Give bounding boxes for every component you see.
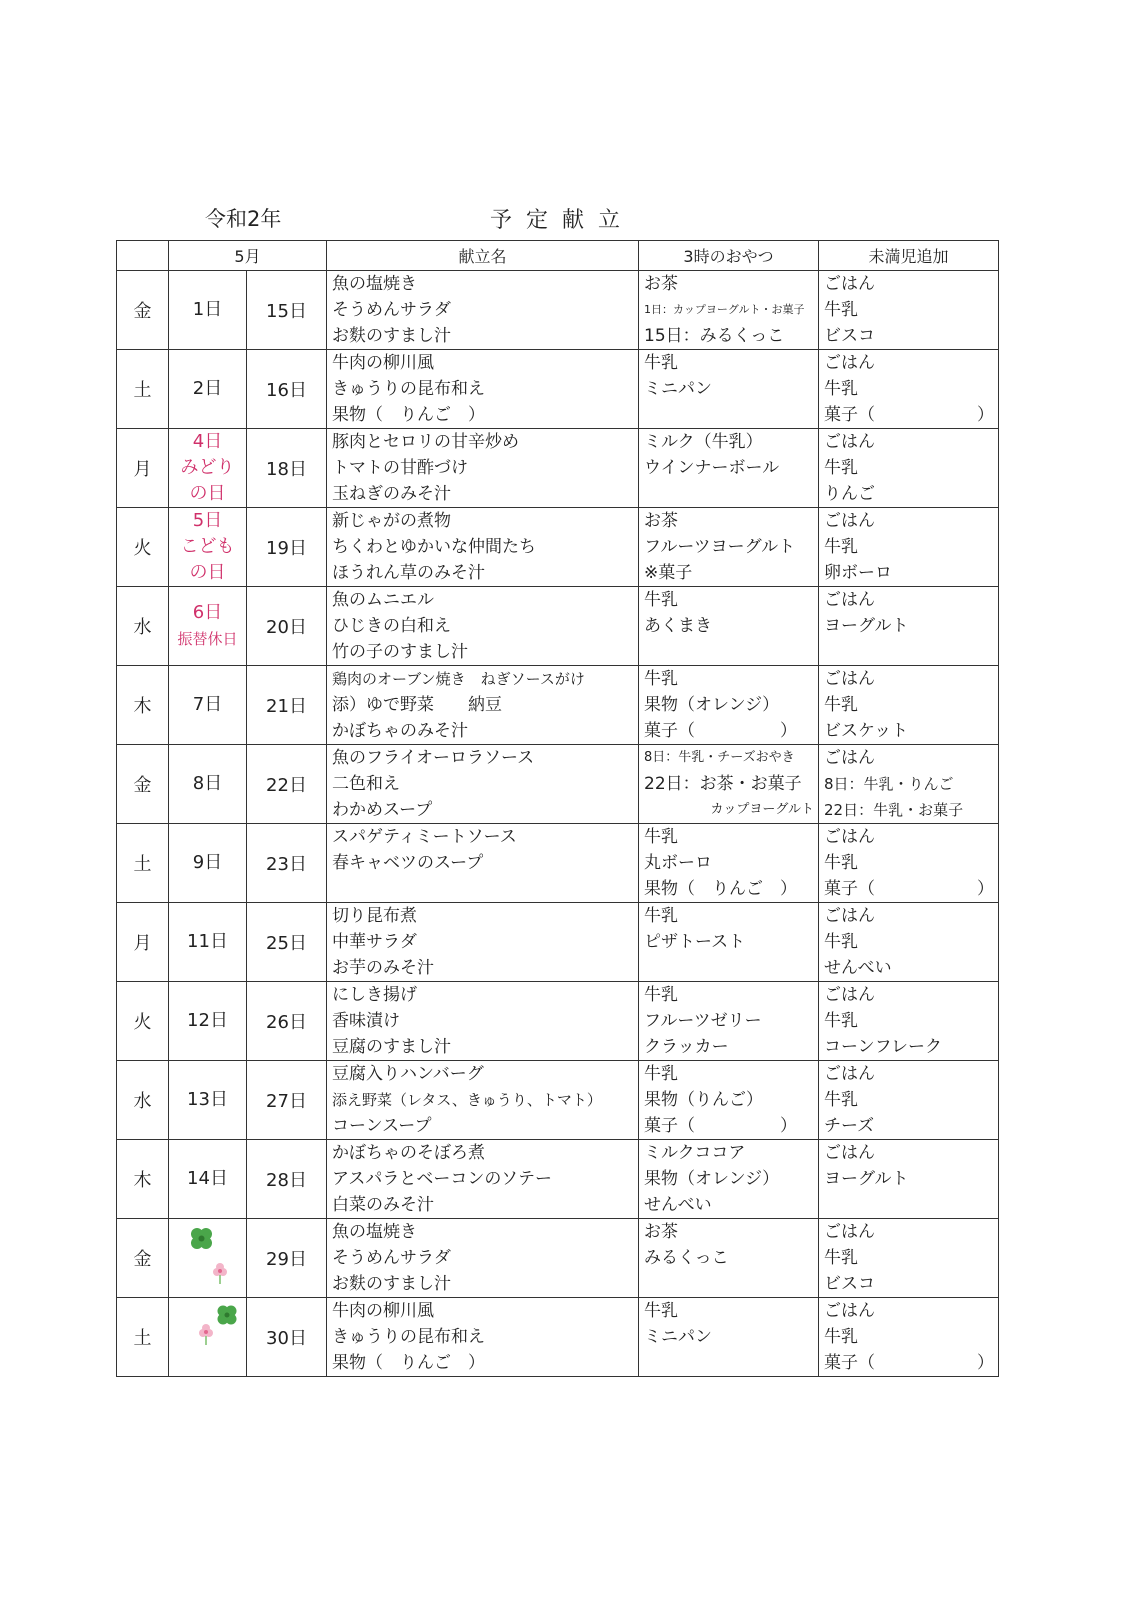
snack-cell: [639, 982, 819, 1061]
date-cell-primary: [169, 1140, 247, 1219]
menu-line: お麩のすまし汁: [332, 326, 451, 346]
weekday-cell: 土: [117, 1298, 169, 1377]
snack-cell: [639, 429, 819, 508]
date-cell-secondary: 28日: [247, 1140, 327, 1219]
snack-line: 果物（ りんご ）: [644, 879, 797, 899]
table-row: [117, 271, 999, 350]
menu-line: 豚肉とセロリの甘辛炒め: [332, 432, 519, 452]
snack-cell: [639, 587, 819, 666]
menu-line: 牛肉の柳川風: [332, 353, 434, 373]
extra-line: 牛乳: [824, 379, 858, 399]
snack-line: 牛乳: [644, 827, 678, 847]
extra-cell: [819, 982, 999, 1061]
snack-line: ウインナーボール: [644, 458, 780, 478]
snack-line: 果物（オレンジ）: [644, 1169, 780, 1189]
snack-cell: [639, 508, 819, 587]
weekday-header: [117, 241, 169, 271]
date-cell-primary: [169, 1061, 247, 1140]
snack-line: ミルクココア: [644, 1143, 746, 1163]
snack-line: [644, 1350, 814, 1376]
date-label: 4日: [192, 431, 223, 452]
menu-line: [332, 876, 634, 902]
extra-cell: [819, 1298, 999, 1377]
extra-cell: [819, 824, 999, 903]
extra-line: ビスコ: [824, 1274, 875, 1294]
holiday-label: の日: [189, 483, 226, 504]
date-cell-secondary: 26日: [247, 982, 327, 1061]
extra-line: チーズ: [824, 1116, 875, 1136]
extra-line: 牛乳: [824, 1248, 858, 1268]
snack-line: 果物（オレンジ）: [644, 695, 780, 715]
extra-cell: [819, 429, 999, 508]
weekday-cell: 金: [117, 271, 169, 350]
snack-cell: [639, 1061, 819, 1140]
menu-line: ちくわとゆかいな仲間たち: [332, 537, 536, 557]
snack-line: お茶: [644, 274, 678, 294]
date-cell-primary: [169, 745, 247, 824]
date-label: 1日: [192, 299, 223, 320]
table-row: [117, 1140, 999, 1219]
date-cell-secondary: 29日: [247, 1219, 327, 1298]
weekday-cell: 木: [117, 666, 169, 745]
date-cell-secondary: 22日: [247, 745, 327, 824]
snack-line: ミニパン: [644, 379, 712, 399]
weekday-cell: 月: [117, 903, 169, 982]
date-label: 6日: [192, 602, 223, 623]
menu-line: 果物（ りんご ）: [332, 405, 485, 425]
clover-flower-illustration: [173, 1299, 243, 1369]
menu-line: 春キャベツのスープ: [332, 853, 484, 873]
menu-cell: [327, 587, 639, 666]
menu-cell: [327, 745, 639, 824]
menu-line: アスパラとベーコンのソテー: [332, 1169, 552, 1189]
snack-line: 牛乳: [644, 590, 678, 610]
snack-line: 菓子（ ）: [644, 721, 797, 741]
date-cell-primary: [169, 1219, 247, 1298]
extra-line: 22日：牛乳・お菓子: [824, 801, 964, 819]
extra-line: ヨーグルト: [824, 616, 909, 636]
table-row: [117, 587, 999, 666]
extra-cell: [819, 350, 999, 429]
extra-line: 牛乳: [824, 1327, 858, 1347]
snack-line: 牛乳: [644, 1064, 678, 1084]
date-cell-primary: [169, 350, 247, 429]
snack-line: ミニパン: [644, 1327, 712, 1347]
snack-line: ※菓子: [644, 563, 693, 583]
snack-line: 牛乳: [644, 985, 678, 1005]
weekday-cell: 火: [117, 982, 169, 1061]
decoration: [169, 1299, 246, 1376]
decoration: [169, 1220, 246, 1297]
menu-line: 玉ねぎのみそ汁: [332, 484, 451, 504]
date-cell-primary: [169, 982, 247, 1061]
table-row: [117, 903, 999, 982]
extra-cell: [819, 271, 999, 350]
extra-line: ごはん: [824, 511, 875, 531]
weekday-cell: 金: [117, 745, 169, 824]
menu-line: 中華サラダ: [332, 932, 417, 952]
date-cell-primary: [169, 508, 247, 587]
extra-line: せんべい: [824, 958, 892, 978]
weekday-cell: 木: [117, 1140, 169, 1219]
snack-line: 1日：カップヨーグルト・お菓子: [644, 303, 805, 316]
holiday-label: こども: [180, 536, 235, 557]
snack-line: [644, 639, 814, 665]
menu-line: 白菜のみそ汁: [332, 1195, 434, 1215]
holiday-label: みどり: [180, 457, 235, 478]
extra-line: ごはん: [824, 274, 875, 294]
date-cell-secondary: 20日: [247, 587, 327, 666]
snack-line: [644, 481, 814, 507]
snack-cell: [639, 1140, 819, 1219]
extra-line: ごはん: [824, 353, 875, 373]
date-cell-secondary: 16日: [247, 350, 327, 429]
menu-cell: [327, 982, 639, 1061]
extra-line: ごはん: [824, 1301, 875, 1321]
menu-cell: [327, 271, 639, 350]
holiday-label: 振替休日: [177, 630, 238, 648]
extra-line: ごはん: [824, 827, 875, 847]
menu-line: きゅうりの昆布和え: [332, 379, 485, 399]
date-label: 9日: [192, 852, 223, 873]
month-header: 5月: [169, 241, 327, 271]
menu-cell: [327, 1140, 639, 1219]
menu-line: コーンスープ: [332, 1116, 432, 1136]
date-cell-secondary: 21日: [247, 666, 327, 745]
extra-cell: [819, 587, 999, 666]
date-cell-secondary: 30日: [247, 1298, 327, 1377]
date-cell-primary: [169, 666, 247, 745]
menu-header: 献立名: [327, 241, 639, 271]
page-title: 予定献立: [490, 208, 635, 233]
extra-cell: [819, 1219, 999, 1298]
snack-line: 果物（りんご）: [644, 1090, 763, 1110]
menu-line: 豆腐入りハンバーグ: [332, 1064, 484, 1084]
weekday-cell: 金: [117, 1219, 169, 1298]
snack-line: みるくっこ: [644, 1248, 729, 1268]
menu-line: 香味漬け: [332, 1011, 400, 1031]
menu-line: 魚の塩焼き: [332, 1222, 417, 1242]
snack-line: ミルク（牛乳）: [644, 432, 763, 452]
table-row: [117, 429, 999, 508]
table-row: [117, 1061, 999, 1140]
extra-line: りんご: [824, 484, 875, 504]
snack-line: 15日：みるくっこ: [644, 326, 785, 346]
table-row: [117, 508, 999, 587]
extra-line: 牛乳: [824, 300, 858, 320]
extra-line: ごはん: [824, 1222, 875, 1242]
date-cell-secondary: 23日: [247, 824, 327, 903]
menu-line: 魚のムニエル: [332, 590, 434, 610]
extra-line: 菓子（ ）: [824, 1353, 994, 1373]
menu-line: スパゲティミートソース: [332, 827, 517, 847]
snack-line: 牛乳: [644, 906, 678, 926]
extra-line: 8日：牛乳・りんご: [824, 775, 954, 793]
table-row: [117, 350, 999, 429]
menu-line: ひじきの白和え: [332, 616, 451, 636]
menu-line: 新じゃがの煮物: [332, 511, 451, 531]
date-label: 2日: [192, 378, 223, 399]
date-cell-secondary: 18日: [247, 429, 327, 508]
date-cell-secondary: 27日: [247, 1061, 327, 1140]
date-cell-primary: [169, 903, 247, 982]
extra-cell: [819, 508, 999, 587]
menu-line: 竹の子のすまし汁: [332, 642, 468, 662]
snack-line: [644, 402, 814, 428]
snack-line: 牛乳: [644, 669, 678, 689]
extra-line: ヨーグルト: [824, 1169, 909, 1189]
snack-cell: [639, 350, 819, 429]
table-row: [117, 982, 999, 1061]
menu-line: きゅうりの昆布和え: [332, 1327, 485, 1347]
extra-line: ごはん: [824, 590, 875, 610]
snack-cell: [639, 745, 819, 824]
menu-line: 添え野菜（レタス、きゅうり、トマト）: [332, 1091, 602, 1109]
menu-cell: [327, 508, 639, 587]
date-cell-primary: [169, 271, 247, 350]
menu-line: ほうれん草のみそ汁: [332, 563, 485, 583]
extra-header: 未満児追加: [819, 241, 999, 271]
extra-cell: [819, 1140, 999, 1219]
snack-line: 8日：牛乳・チーズおやき: [644, 750, 795, 765]
extra-line: 牛乳: [824, 1090, 858, 1110]
extra-line: 牛乳: [824, 695, 858, 715]
snack-line: 牛乳: [644, 1301, 678, 1321]
menu-line: 二色和え: [332, 774, 400, 794]
extra-line: ごはん: [824, 1064, 875, 1084]
menu-line: お芋のみそ汁: [332, 958, 434, 978]
snack-cell: [639, 1219, 819, 1298]
snack-line: カップヨーグルト: [710, 802, 814, 817]
snack-line: 菓子（ ）: [644, 1116, 797, 1136]
extra-line: ごはん: [824, 906, 875, 926]
menu-line: 切り昆布煮: [332, 906, 417, 926]
snack-line: お茶: [644, 1222, 678, 1242]
snack-line: 22日：お茶・お菓子: [644, 774, 802, 794]
date-cell-primary: [169, 429, 247, 508]
table-header-row: [117, 241, 999, 271]
extra-cell: [819, 903, 999, 982]
era-label: 令和2年: [205, 207, 282, 231]
date-cell-secondary: 25日: [247, 903, 327, 982]
menu-table: [116, 240, 999, 1377]
menu-cell: [327, 1061, 639, 1140]
extra-line: ごはん: [824, 1143, 875, 1163]
snack-cell: [639, 666, 819, 745]
extra-cell: [819, 745, 999, 824]
extra-line: 牛乳: [824, 853, 858, 873]
date-label: 14日: [187, 1168, 228, 1189]
snack-line: クラッカー: [644, 1037, 729, 1057]
weekday-cell: 水: [117, 587, 169, 666]
menu-line: トマトの甘酢づけ: [332, 458, 468, 478]
extra-cell: [819, 666, 999, 745]
weekday-cell: 土: [117, 824, 169, 903]
menu-cell: [327, 1298, 639, 1377]
extra-line: コーンフレーク: [824, 1037, 942, 1057]
menu-cell: [327, 903, 639, 982]
snack-line: 牛乳: [644, 353, 678, 373]
menu-line: 魚のフライオーロラソース: [332, 748, 535, 768]
extra-line: 菓子（ ）: [824, 879, 994, 899]
weekday-cell: 火: [117, 508, 169, 587]
extra-line: [824, 639, 994, 665]
menu-cell: [327, 429, 639, 508]
snack-line: お茶: [644, 511, 678, 531]
weekday-cell: 水: [117, 1061, 169, 1140]
date-cell-primary: [169, 1298, 247, 1377]
date-cell-primary: [169, 587, 247, 666]
extra-line: 牛乳: [824, 458, 858, 478]
table-row: [117, 1219, 999, 1298]
menu-cell: [327, 666, 639, 745]
menu-line: そうめんサラダ: [332, 1248, 451, 1268]
table-row: [117, 666, 999, 745]
menu-line: 豆腐のすまし汁: [332, 1037, 451, 1057]
table-row: [117, 1298, 999, 1377]
extra-line: 卵ボーロ: [824, 563, 892, 583]
menu-line: 魚の塩焼き: [332, 274, 417, 294]
extra-line: ごはん: [824, 748, 875, 768]
extra-line: 牛乳: [824, 1011, 858, 1031]
menu-line: かぼちゃのみそ汁: [332, 721, 468, 741]
snack-line: フルーツゼリー: [644, 1011, 762, 1031]
menu-cell: [327, 350, 639, 429]
snack-cell: [639, 1298, 819, 1377]
extra-cell: [819, 1061, 999, 1140]
table-row: [117, 824, 999, 903]
date-label: 5日: [192, 510, 223, 531]
extra-line: 牛乳: [824, 537, 858, 557]
menu-line: 添）ゆで野菜 納豆: [332, 695, 502, 715]
menu-cell: [327, 824, 639, 903]
extra-line: ごはん: [824, 669, 875, 689]
holiday-label: の日: [189, 562, 226, 583]
extra-line: [824, 1192, 994, 1218]
extra-line: ビスコ: [824, 326, 875, 346]
menu-line: そうめんサラダ: [332, 300, 451, 320]
snack-line: [644, 955, 814, 981]
menu-line: お麩のすまし汁: [332, 1274, 451, 1294]
menu-cell: [327, 1219, 639, 1298]
menu-line: 果物（ りんご ）: [332, 1353, 485, 1373]
snack-line: ピザトースト: [644, 932, 746, 952]
menu-line: 鶏肉のオーブン焼き ねぎソースがけ: [332, 670, 585, 688]
date-label: 12日: [187, 1010, 228, 1031]
date-cell-secondary: 15日: [247, 271, 327, 350]
weekday-cell: 月: [117, 429, 169, 508]
menu-line: 牛肉の柳川風: [332, 1301, 434, 1321]
date-label: 11日: [187, 931, 228, 952]
snack-line: [644, 1271, 814, 1297]
extra-line: ビスケット: [824, 721, 909, 741]
date-label: 8日: [192, 773, 223, 794]
date-cell-primary: [169, 824, 247, 903]
date-label: 7日: [192, 694, 223, 715]
snack-line: 丸ボーロ: [644, 853, 712, 873]
snack-cell: [639, 824, 819, 903]
extra-line: 牛乳: [824, 932, 858, 952]
snack-line: せんべい: [644, 1195, 712, 1215]
snack-cell: [639, 903, 819, 982]
date-label: 13日: [187, 1089, 228, 1110]
menu-line: にしき揚げ: [332, 985, 417, 1005]
clover-flower-illustration: [173, 1220, 243, 1290]
snack-line: あくまき: [644, 616, 712, 636]
weekday-cell: 土: [117, 350, 169, 429]
menu-line: かぼちゃのそぼろ煮: [332, 1143, 485, 1163]
extra-line: ごはん: [824, 432, 875, 452]
date-cell-secondary: 19日: [247, 508, 327, 587]
menu-line: わかめスープ: [332, 800, 433, 820]
extra-line: ごはん: [824, 985, 875, 1005]
snack-line: フルーツヨーグルト: [644, 537, 796, 557]
extra-line: 菓子（ ）: [824, 405, 994, 425]
snack-header: 3時のおやつ: [639, 241, 819, 271]
snack-cell: [639, 271, 819, 350]
table-row: [117, 745, 999, 824]
